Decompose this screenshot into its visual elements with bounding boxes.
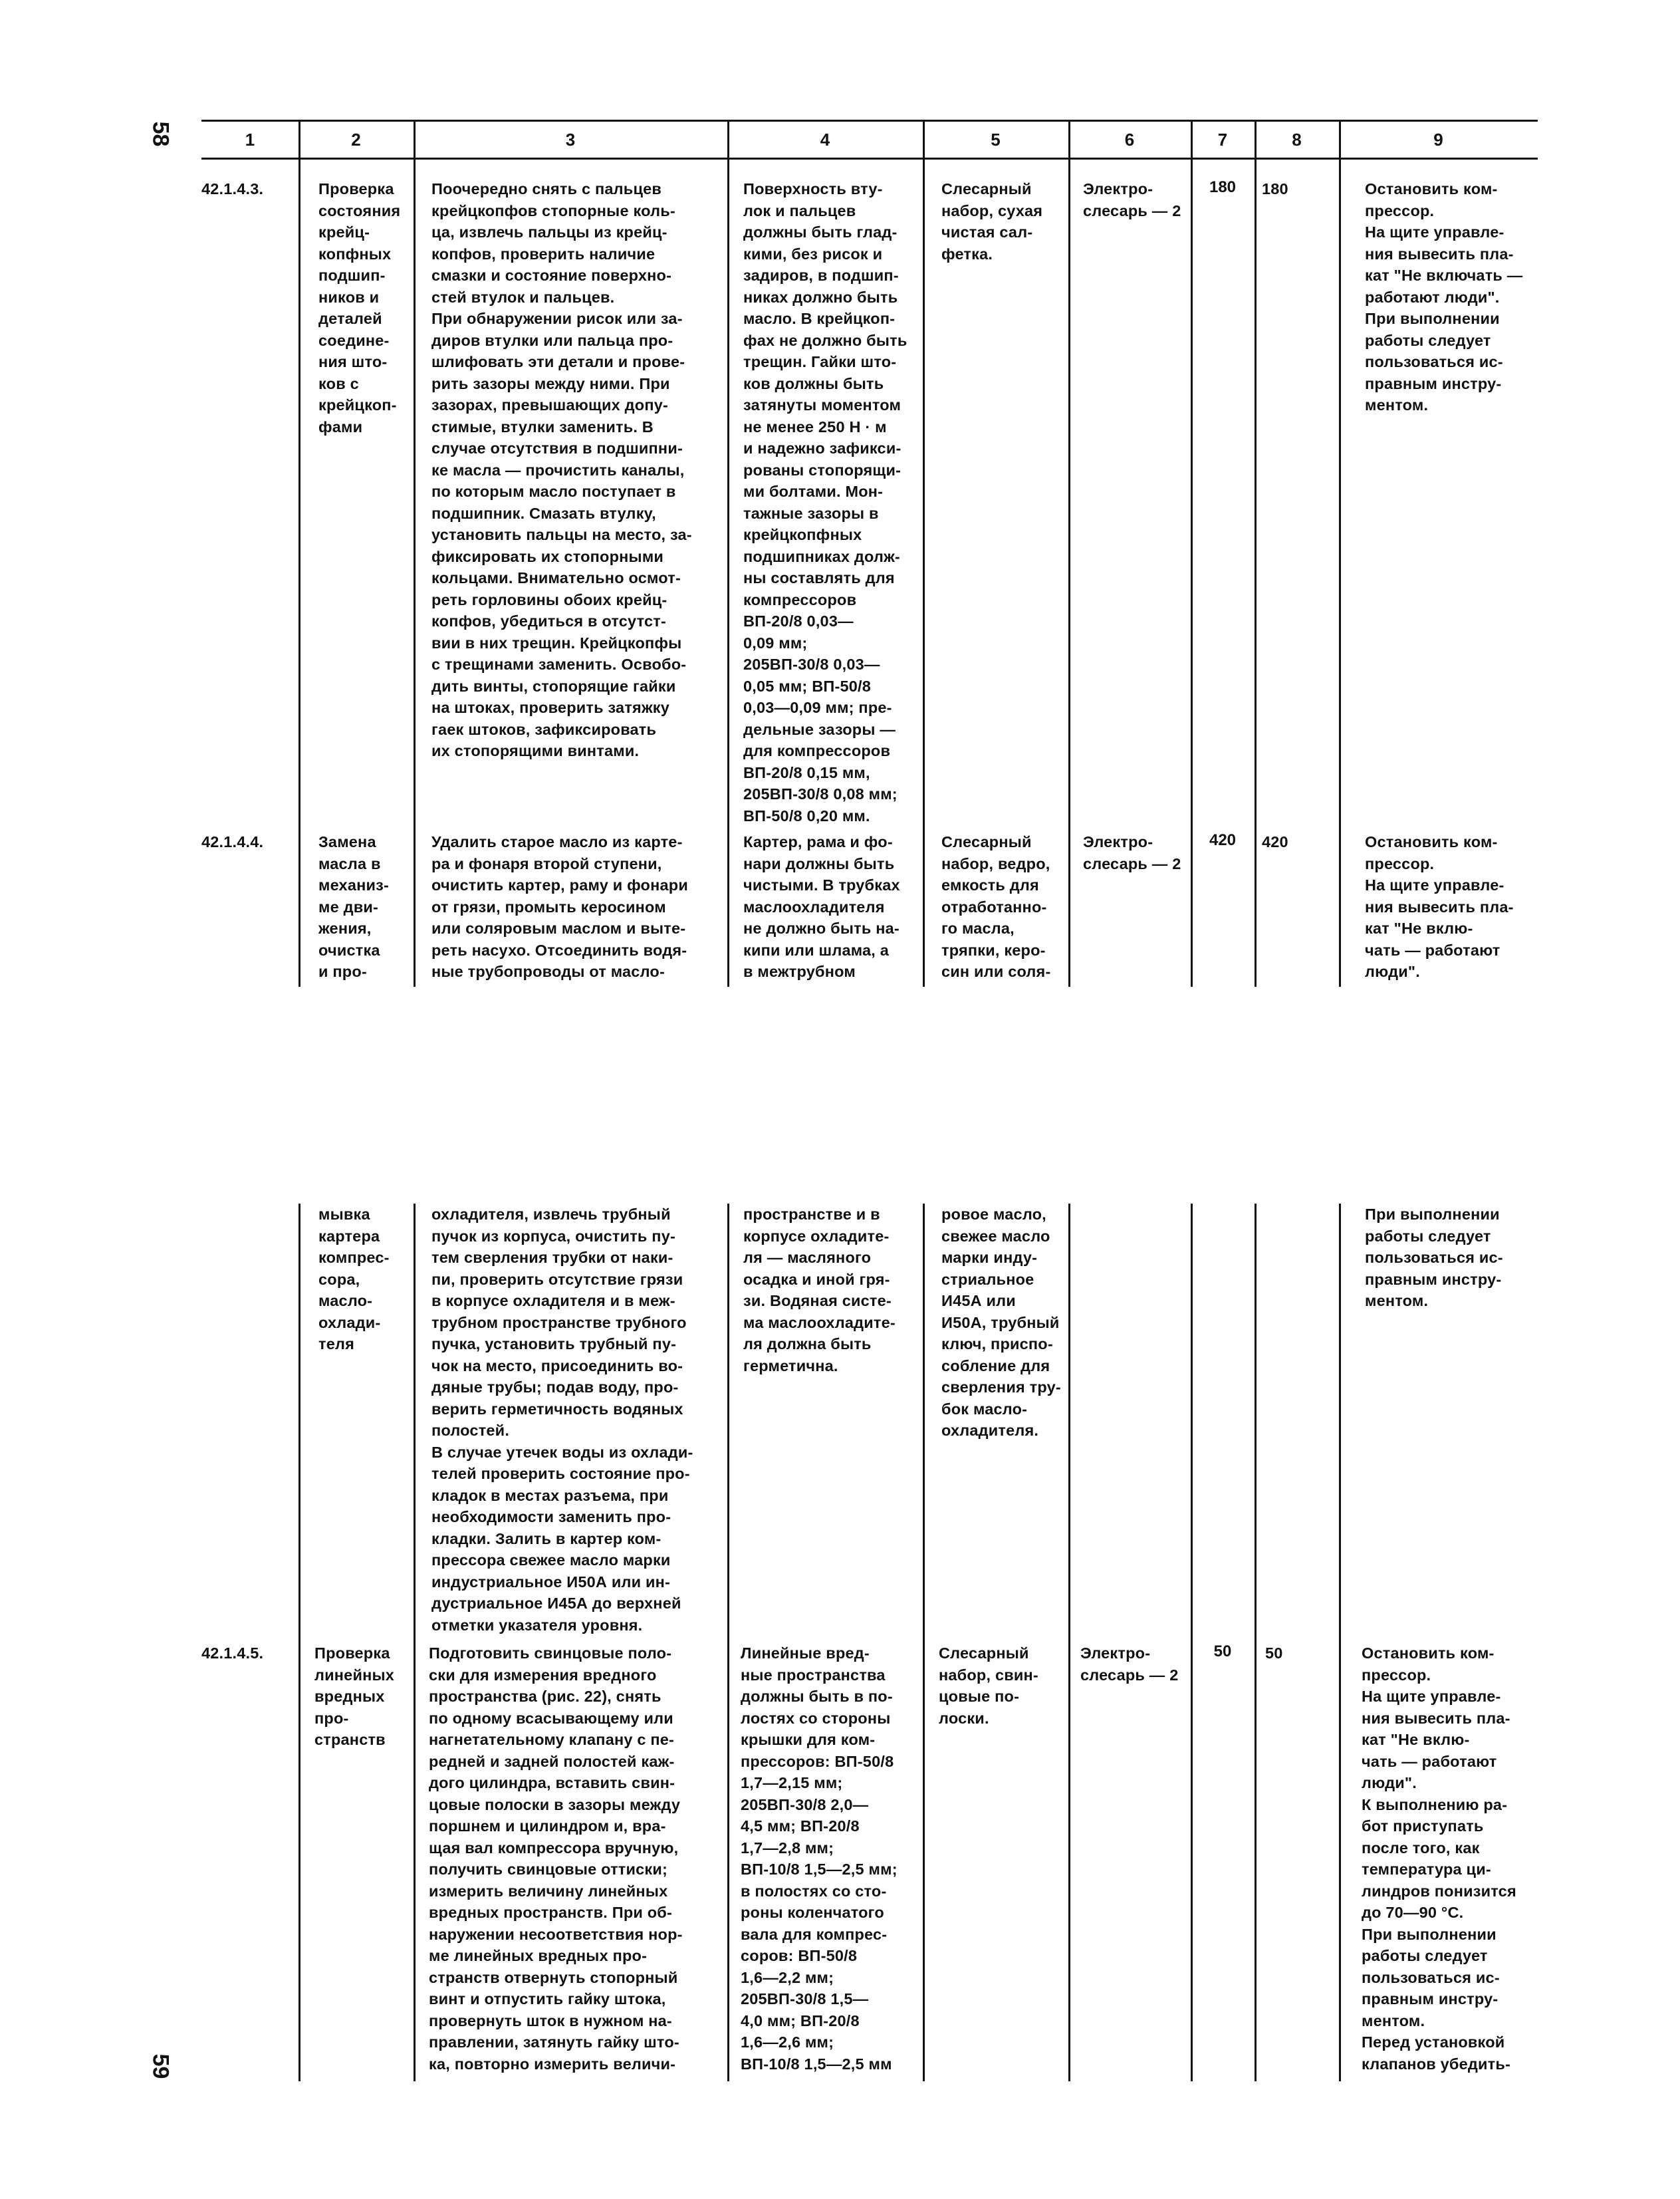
table-header (201, 120, 1538, 160)
row-2-col8: 420 (1262, 833, 1288, 850)
row-2-requirements: Картер, рама и фо- нари должны быть чистыми. В трубках маслоохладителя не должно быть на- кипи или шлама, а в межтрубном (743, 833, 900, 980)
row-1-procedure: Поочередно снять с пальцев крейцкопфов стопорные коль- ца, извлечь пальцы из крейц- копфов, проверить наличие смазки и состояние поверхно- стей втулок и пальцев. При обнаружении рисок или за- диров втулки или пальца про- шлифовать эти детали и прове- рить зазоры между ними. При зазорах, превышающих допу- стимые, втулки заменить. В случае отсутствия в подшипни- ке масла — прочистить каналы, по которым масло поступает в подшипник. Смазать втулку, установить пальцы на место, за- фиксировать их стопорными кольцами. Внимательно осмот- реть горловины обоих крейц- копфов, убедиться в отсутст- вии в них трещин. Крейцкопфы с трещинами заменить. Освобо- дить винты, стопорящие гайки на штоках, проверить затяжку гаек штоков, зафиксировать их стопорящими винтами. (431, 180, 692, 759)
row-3-worker: Электро- слесарь — 2 (1080, 1644, 1179, 1684)
header-col-6: 6 (1124, 130, 1135, 150)
row-1-col7: 180 (1209, 178, 1237, 196)
row-3-tools: Слесарный набор, свин- цовые по- лоски. (939, 1644, 1038, 1727)
table-section-bottom (201, 1204, 1538, 2081)
row-3-col8: 50 (1265, 1644, 1283, 1662)
row-2-cont-tools: ровое масло, свежее масло марки инду- стриальное И45А или И50А, трубный ключ, приспо- собление для сверления тру- бок масло- охладителя. (941, 1206, 1061, 1439)
row-2-col7: 420 (1209, 831, 1237, 849)
page-number-bottom: 59 (148, 2053, 174, 2079)
table-section-top (201, 156, 1538, 987)
row-1-tools: Слесарный набор, сухая чистая сал- фетка. (941, 180, 1043, 263)
row-1-number: 42.1.4.3. (201, 180, 264, 197)
row-3-requirements: Линейные вред- ные пространства должны быть в по- лостях со стороны крышки для ком- прессоров: ВП-50/8 1,7—2,15 мм; 205ВП-30/8 2,0— 4,5 мм; ВП-20/8 1,7—2,8 мм; ВП-10/8 1,5—2,5 мм; в полостях со сто- роны коленчатого вала для компрес- соров: ВП-50/8 1,6—2,2 мм; 205ВП-30/8 1,5— 4,0 мм; ВП-20/8 1,6—2,6 мм; ВП-10/8 1,5—2,5 мм (741, 1644, 898, 2073)
row-3-col7: 50 (1213, 1642, 1232, 1660)
row-1-col8: 180 (1262, 180, 1288, 197)
row-1-requirements: Поверхность вту- лок и пальцев должны быть глад- кими, без рисок и задиров, в подшип- никах должно быть масло. В крейцкоп- фах не должно быть трещин. Гайки што- ков должны быть затянуты моментом не менее 250 Н · м и надежно зафикси- рованы стопорящи- ми болтами. Мон- тажные зазоры в крейцкопфных подшипниках долж- ны составлять для компрессоров ВП-20/8 0,03— 0,09 мм; 205ВП-30/8 0,03— 0,05 мм; ВП-50/8 0,03—0,09 мм; пре- дельные зазоры — для компрессоров ВП-20/8 0,15 мм, 205ВП-30/8 0,08 мм; ВП-50/8 0,20 мм. (743, 180, 907, 825)
row-3-number: 42.1.4.5. (201, 1644, 264, 1662)
row-2-number: 42.1.4.4. (201, 833, 264, 850)
row-3-operation: Проверка линейных вредных про- странств (314, 1644, 395, 1748)
row-1-safety: Остановить ком- прессор. На щите управле- ния вывесить пла- кат "Не включать — работают люди". При выполнении работы следует пользоваться ис- правным инстру- ментом. (1365, 180, 1523, 414)
header-col-2: 2 (351, 130, 361, 150)
row-2-cont-requirements: пространстве и в корпусе охладите- ля — масляного осадка и иной гря- зи. Водяная систе- ма маслоохладите- ля должна быть герметична. (743, 1206, 896, 1374)
row-2-cont-safety: При выполнении работы следует пользоваться ис- правным инстру- ментом. (1365, 1206, 1503, 1309)
row-1-operation: Проверка состояния крейц- копфных подшип- ников и деталей соедине- ния што- ков с крейцкоп- фами (318, 180, 401, 436)
header-col-8: 8 (1292, 130, 1302, 150)
header-col-1: 1 (245, 130, 255, 150)
row-3-safety: Остановить ком- прессор. На щите управле- ния вывесить пла- кат "Не вклю- чать — работают люди". К выполнению ра- бот приступать после того, как температура ци- линдров понизится до 70—90 °С. При выполнении работы следует пользоваться ис- правным инстру- ментом. Перед установкой клапанов убедить- (1362, 1644, 1516, 2073)
row-2-procedure: Удалить старое масло из карте- ра и фонаря второй ступени, очистить картер, раму и фонари от грязи, промыть керосином или соляровым маслом и выте- реть насухо. Отсоединить водя- ные трубопроводы от масло- (431, 833, 688, 980)
row-2-tools: Слесарный набор, ведро, емкость для отработанно- го масла, тряпки, керо- син или соля- (941, 833, 1051, 980)
header-col-5: 5 (991, 130, 1001, 150)
row-2-cont-operation: мывка картера компрес- сора, масло- охлади- теля (318, 1206, 390, 1353)
row-2-worker: Электро- слесарь — 2 (1083, 833, 1181, 872)
page-number-top: 58 (148, 121, 174, 147)
row-1-worker: Электро- слесарь — 2 (1083, 180, 1181, 219)
header-col-9: 9 (1433, 130, 1443, 150)
row-3-procedure: Подготовить свинцовые поло- ски для измерения вредного пространства (рис. 22), снять по одному всасывающему или нагнетательному клапану с пе- редней и задней полостей каж- дого цилиндра, вставить свин- цовые полоски в зазоры между поршнем и цилиндром и, вра- щая вал компрессора вручную, получить свинцовые оттиски; измерить величину линейных вредных пространств. При об- наружении несоответствия нор- ме линейных вредных про- странств отвернуть стопорный винт и отпустить гайку штока, провернуть шток в нужном на- правлении, затянуть гайку што- ка, повторно измерить величи- (429, 1644, 683, 2073)
row-2-cont-procedure: охладителя, извлечь трубный пучок из корпуса, очистить пу- тем сверления трубки от наки- пи, проверить отсутствие грязи в корпусе охладителя и в меж- трубном пространстве трубного пучка, установить трубный пу- чок на место, присоединить во- дяные трубы; подав воду, про- верить герметичность водяных полостей. В случае утечек воды из охлади- телей проверить состояние про- кладок в местах разъема, при необходимости заменить про- кладки. Залить в картер ком- прессора свежее масло марки индустриальное И50А или ин- дустриальное И45А до верхней отметки указателя уровня. (431, 1206, 693, 1634)
header-col-7: 7 (1217, 130, 1228, 150)
header-col-4: 4 (820, 130, 830, 150)
row-2-operation: Замена масла в механиз- ме дви- жения, очистка и про- (318, 833, 390, 980)
header-col-3: 3 (565, 130, 576, 150)
row-2-safety: Остановить ком- прессор. На щите управле- ния вывесить пла- кат "Не вклю- чать — работают люди". (1365, 833, 1514, 980)
